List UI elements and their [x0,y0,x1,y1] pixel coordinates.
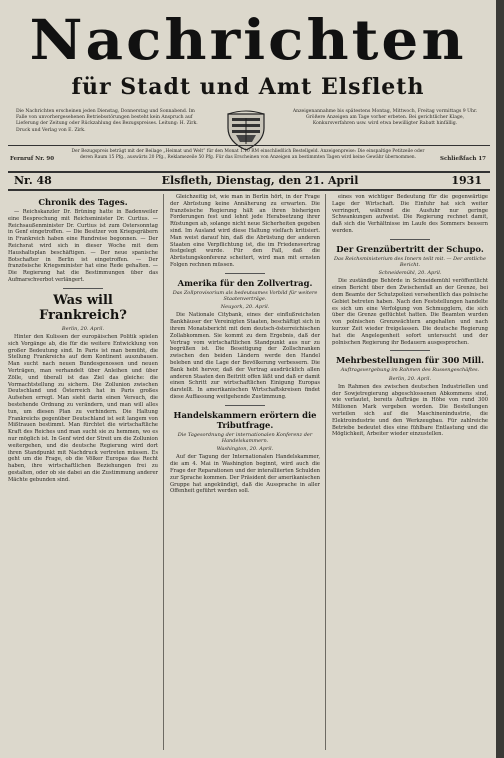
article-subheading: Die Tagesordnung der internationalen Konferenz der Handelskammern. [177,431,313,444]
article-heading: Der Grenzübertritt der Schupo. [336,243,484,254]
article-dateline: Neuyork, 20. April. [220,304,270,311]
article-subheading: Das Reichsministerium des Innern teilt mit. — Der amtliche Bericht. [334,255,486,268]
article-heading: Mehrbestellungen für 300 Mill. [335,355,485,366]
issue-date: Elsfleth, Dienstag, den 21. April [161,174,359,187]
ad-notice: Anzeigenannahme bis spätestens Montag, Mittwoch, Freitag vormittags 9 Uhr. Größere Anzeigen am Tage vorher erbeten. Bei gerichtlicher Klage, Konkursverfahren usw. wird etwa bewilligter Rabatt hinfällig. [292,109,478,127]
article-subheading: Auftragsvergebung im Rahmen des Russengeschäftes. [340,367,480,374]
article-dateline: Berlin, 20. April. [61,325,105,332]
article-dateline: Schneidemühl, 20. April. [378,270,442,277]
masthead [10,7,486,133]
column-2 [170,194,320,752]
article-heading: Handelskammern erörtern die Tributfrage. [173,409,317,430]
phone-number: Fernruf Nr. 90 [10,156,55,162]
article-body: Im Rahmen des zwischen deutschen Industriellen und der Sowjetregierung abgeschlossenen Abkommens sind, wie verlautet, bereits Aufträge in Höhe von rund 300 Millionen Mark vergeben worden. Die Bestellungen verteilen sich auf die Maschinenindustrie, die Elektroindustrie und den Werkzeugbau. Für zahlreiche Betriebe bedeutet dies eine fühlbare Entlastung und die Möglichkeit, Arbeiter wieder einzustellen. [332,383,488,438]
newspaper-subtitle: für Stadt und Amt Elsfleth [71,74,425,100]
article-heading: Chronik des Tages. [38,197,128,207]
info-row [10,148,486,170]
article-heading: Amerika für den Zollvertrag. [177,277,313,288]
dateline [10,174,486,188]
po-box: Schließfach 17 [439,156,486,162]
article-body: eines von wichtiger Bedeutung für die gegenwärtige Lage der Wirtschaft. Die Einfuhr hat sich weiter verringert, während die Ausfuhr nur geringe Schwankungen aufweist. Die Regierung rechnet damit, daß sich die Verhältnisse im Laufe des Sommers bessern werden. [332,194,488,234]
article-dateline: Washington, 20. April. [216,446,274,453]
article-dateline: Berlin, 20. April. [388,375,432,382]
article-body: Die zuständige Behörde in Schneidemühl veröffentlicht einen Bericht über den Zwischenfall an der Grenze, bei dem Beamte der Schutzpolizei versehentlich das polnische Gebiet betreten haben. Nach den Feststellungen handelte es sich um eine Verfolgung von Schmugglern, die sich über die Grenze geflüchtet hatten. Die Beamten wurden von polnischen Grenzwächtern angehalten und nach kurzer Zeit wieder freigelassen. Die deutsche Regierung hat die Angelegenheit sofort untersucht und der polnischen Regierung ihr Bedauern ausgesprochen. [332,278,488,346]
issue-number: Nr. 48 [14,174,52,187]
column-1 [8,194,158,752]
article-body: — Reichskanzler Dr. Brüning hatte in Badenweiler eine Besprechung mit Reichsminister Dr. Curtius. — Reichsaußenminister Dr. Curtius ist zum Ostersonntag in Genf eingetroffen. — Die Besitzer von Kriegsgräbern in Frankreich haben eine Rundreise begonnen. — Der Reichsrat wird sich in dieser Woche mit dem Haushaltsplan beschäftigen. — Der neue spanische Botschafter in Berlin ist eingetroffen. — Der französische Kriegsminister hat eine Rede gehalten. — Die Regierung hat die Bestimmungen über das Aufmarschverbot verlängert. [8,209,158,283]
issue-year: 1931 [451,174,482,187]
newspaper-title: Nachrichten [29,7,467,73]
article-heading: Was will Frankreich? [39,292,127,323]
column-3 [332,194,488,752]
article-subheading: Das Zollprovisorium als bedeutsames Vorbild für weitere Staatenverträge. [172,289,318,302]
publication-notice: Die Nachrichten erscheinen jeden Dienstag, Donnerstag und Sonnabend. Im Falle von unvorhergesehenen Betriebsstörungen besteht kein Anspruch auf Lieferung der Zeitung oder Rückzahlung des Bezugspreises. Leitung: H. Zirk. Druck und Verlag von E. Zirk. [16,109,198,133]
article-body: Gleichzeitig ist, wie man in Berlin hört, in der Frage der Abrüstung keine Annäherung zu erwarten. Die französische Regierung hält an ihren bisherigen Forderungen fest und lehnt jede Herabsetzung ihrer Rüstungen ab, solange nicht neue Sicherheiten gegeben sind. Im Ausland wird diese Haltung vielfach kritisiert. Man weist darauf hin, daß die Abrüstung der anderen Staaten eine Verpflichtung ist, die im Friedensvertrag festgelegt wurde. Für den Fall, daß die Abrüstungskonferenz scheitert, wird man mit ernsten Folgen rechnen müssen. [170,194,320,268]
subscription-info: Der Bezugspreis beträgt mit der Beilage „Heimat und Welt“ für den Monat 1.10 RM einschließlich Bestellgeld. Anzeigenpreise: Die einspaltige Petitzeile oder deren Raum 15 Pfg., auswärts 20 Pfg., Reklamezeile 50 Pfg. Für das Erscheinen von Anzeigen an bestimmten Tagen wird keine Gewähr übernommen. [71,149,425,160]
article-body: Die Nationale Citybank, eines der einflußreichsten Bankhäuser der Vereinigten Staaten, beschäftigt sich in ihrem Monatsbericht mit dem deutsch-österreichischen Zollabkommen. Sie kommt zu dem Ergebnis, daß der Vertrag vom wirtschaftlichen Standpunkt aus nur zu begrüßen ist. Die Beseitigung der Zollschranken zwischen den beiden Ländern werde den Handel beleben und die Lage der Bevölkerung verbessern. Die Bank hebt hervor, daß der Vertrag ausdrücklich allen anderen Staaten den Beitritt offen läßt und daß er damit einen Schritt zur wirtschaftlichen Einigung Europas darstellt. In amerikanischen Wirtschaftskreisen findet diese Auffassung weitgehende Zustimmung. [170,312,320,400]
article-body: Hinter den Kulissen der europäischen Politik spielen sich Vorgänge ab, die für die weitere Entwicklung von großer Bedeutung sind. In Paris ist man bemüht, die Stellung Frankreichs auf dem Kontinent auszubauen. Man sucht nach neuen Bundesgenossen und neuen Verträgen, man verhandelt über Anleihen und über Zölle, und überall ist das Ziel das gleiche: die Vormachtstellung zu sichern. Die Zollunion zwischen Deutschland und Österreich hat in Paris großes Aufsehen erregt. Man sieht darin einen Versuch, die bestehende Ordnung zu verändern, und man will alles tun, um diesen Plan zu verhindern. Die Haltung Frankreichs gegenüber Deutschland ist seit langem von Mißtrauen bestimmt. Man fürchtet die wirtschaftliche Kraft des Reiches und man sucht sie zu hemmen, wo es nur möglich ist. In Genf wird der Streit um die Zollunion weitergehen, und die deutsche Regierung wird dort ihren Standpunkt mit Nachdruck vertreten müssen. Es geht um die Frage, ob die Völker Europas das Recht haben, ihre wirtschaftlichen Beziehungen frei zu gestalten, oder ob sie dabei an die Zustimmung anderer Mächte gebunden sind. [8,333,158,483]
article-body: Auf der Tagung der Internationalen Handelskammer, die am 4. Mai in Washington beginnt, wird auch die Frage der Reparationen und der interalliierten Schulden zur Sprache kommen. Der Präsident der amerikanischen Gruppe hat angekündigt, daß die Aussprache in aller Offenheit geführt werden soll. [170,454,320,495]
